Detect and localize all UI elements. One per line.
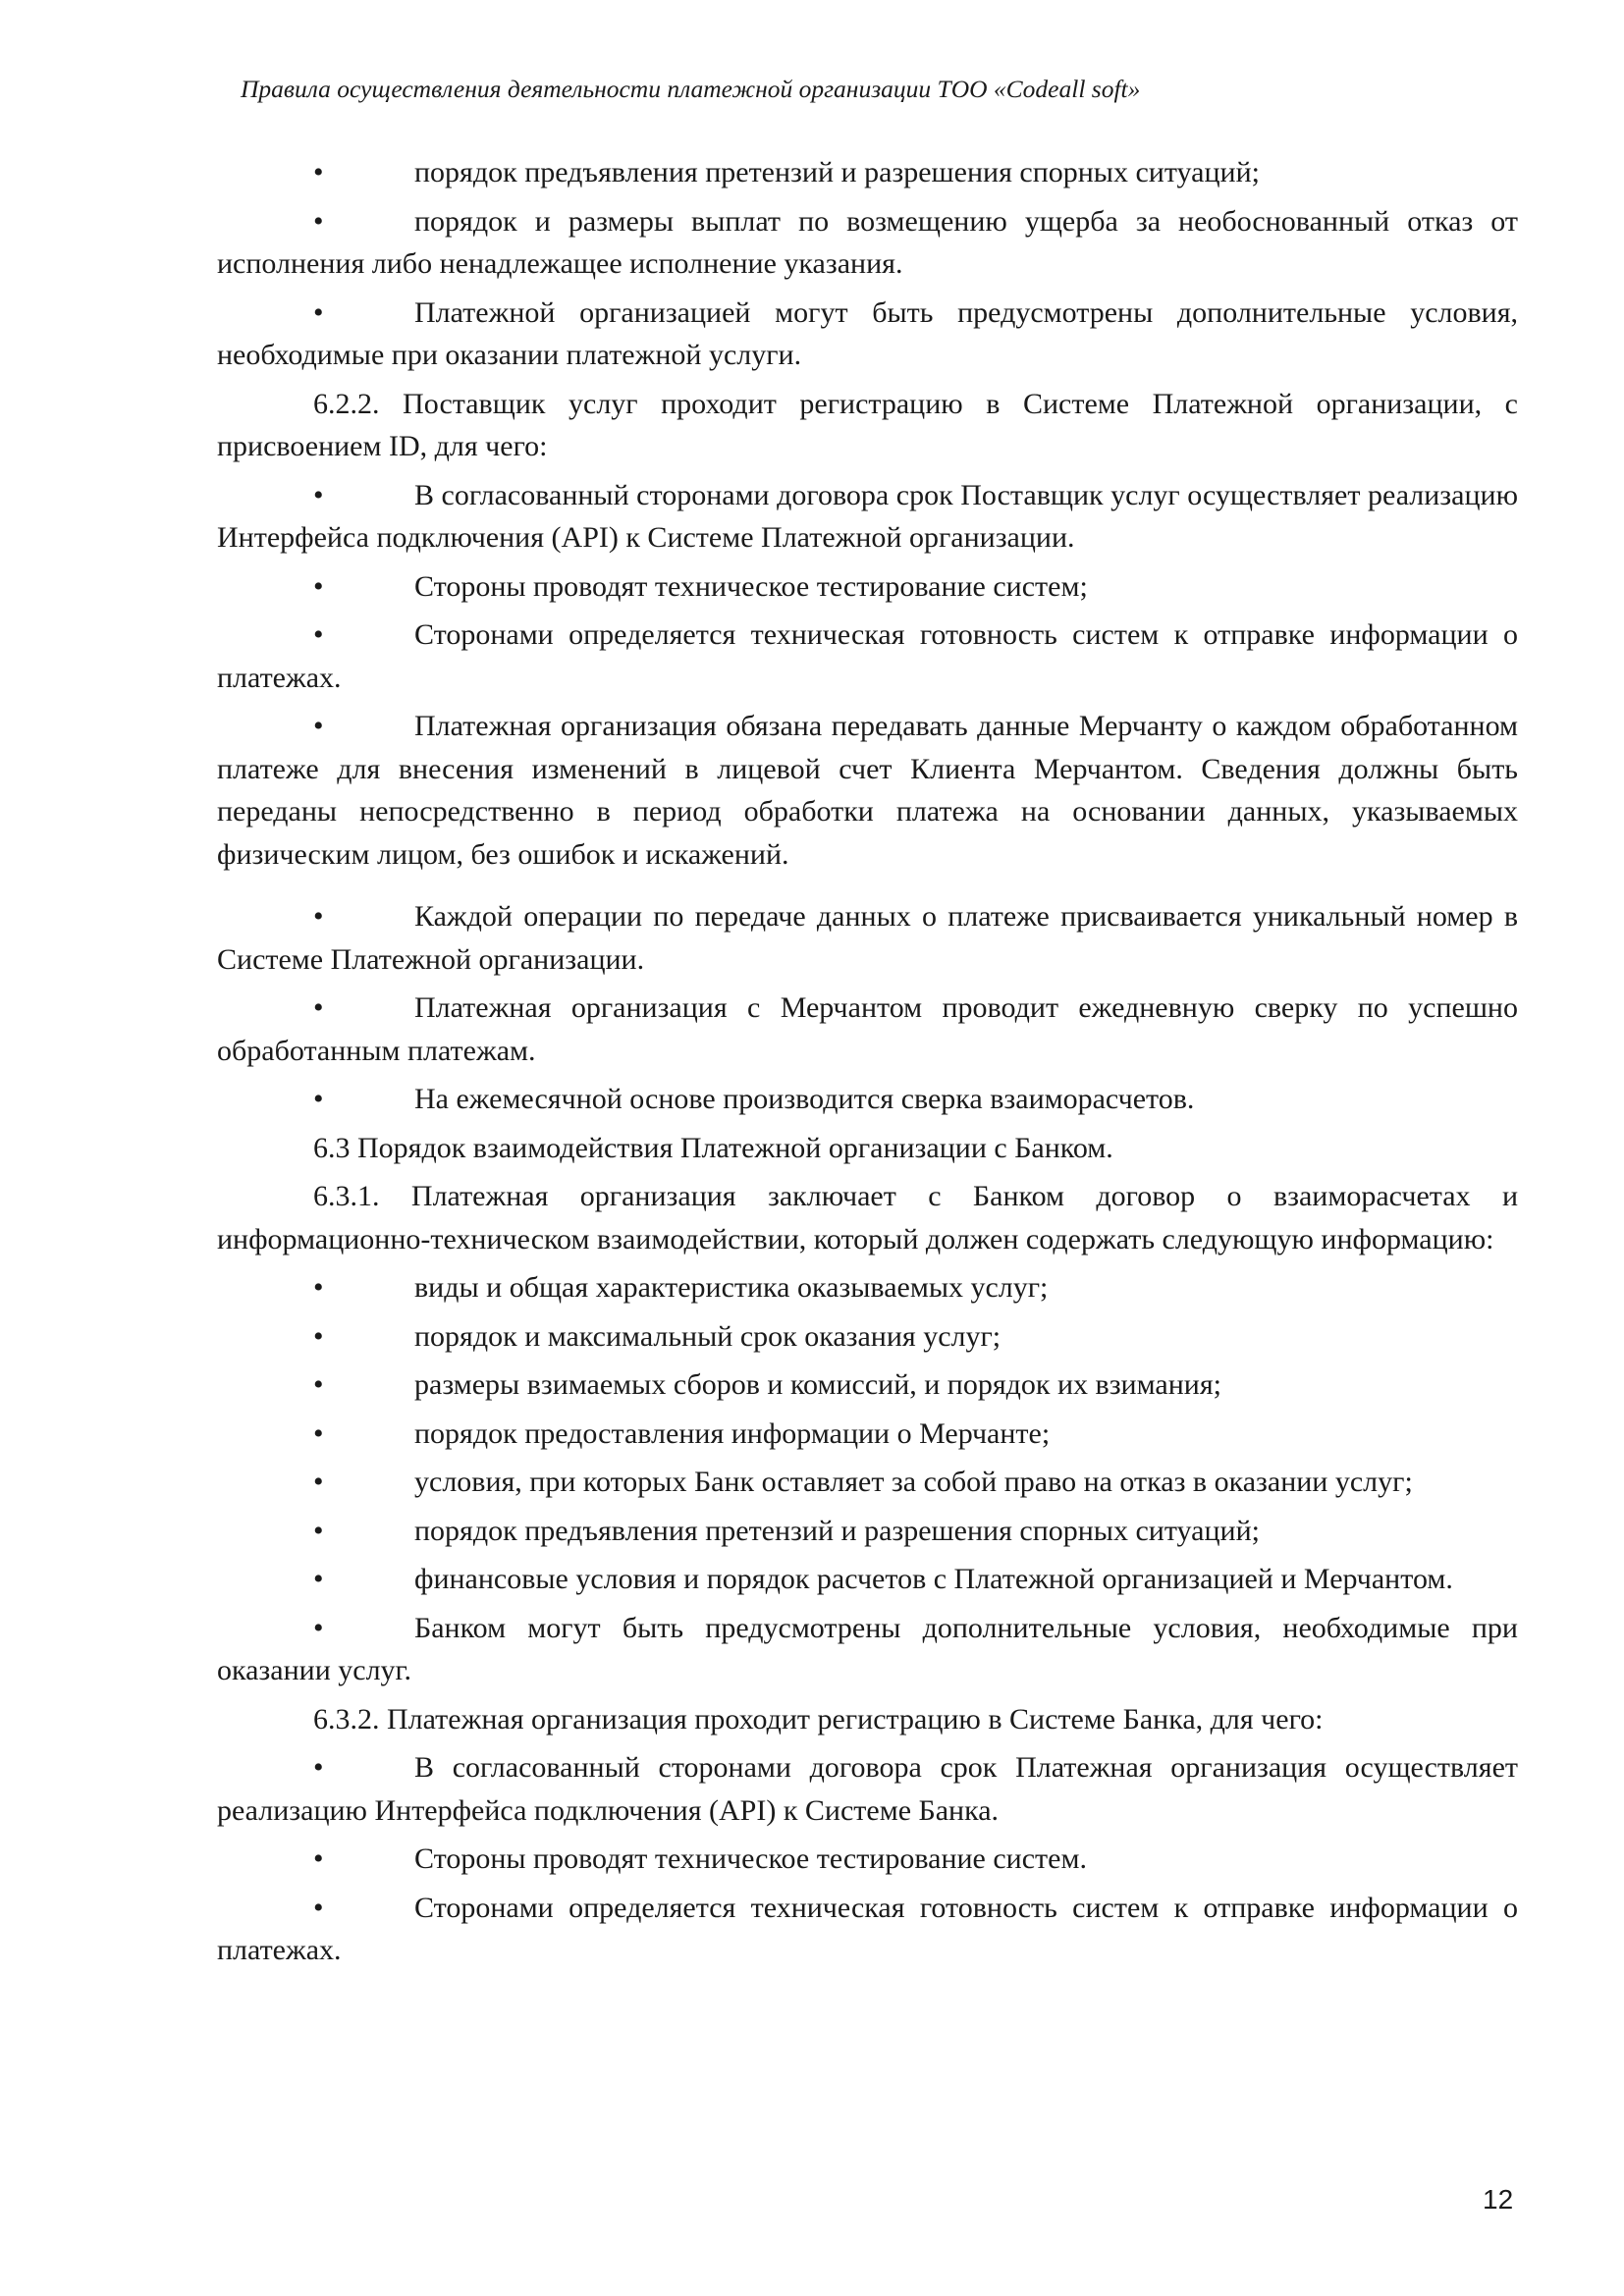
list-item-text: Стороны проводят техническое тестирование систем. <box>414 1842 1087 1875</box>
list-item <box>217 1887 1518 1972</box>
list-item <box>217 292 1518 377</box>
list-item <box>217 151 1518 194</box>
bullet-marker: • <box>313 204 324 238</box>
list-item <box>217 1315 1518 1359</box>
bullet-marker: • <box>313 1319 324 1353</box>
section-paragraph: 6.3.1. Платежная организация заключает с Банком договор о взаиморасчетах и информационно-техническом взаимодействии, который должен содержать следующую информацию: <box>217 1180 1518 1255</box>
list-item <box>217 1461 1518 1504</box>
list-item <box>217 474 1518 560</box>
list-item-text: В согласованный сторонами договора срок Поставщик услуг осуществляет реализацию Интерфейса подключения (API) к Системе Платежной организации. <box>217 478 1518 554</box>
bullet-marker: • <box>313 1368 324 1401</box>
section-paragraph: 6.2.2. Поставщик услуг проходит регистрацию в Системе Платежной организации, с присвоением ID, для чего: <box>217 387 1518 462</box>
list-item-text: условия, при которых Банк оставляет за собой право на отказ в оказании услуг; <box>414 1466 1413 1498</box>
section-heading: 6.3 Порядок взаимодействия Платежной организации с Банком. <box>313 1131 1113 1164</box>
list-item-text: Платежной организацией могут быть предусмотрены дополнительные условия, необходимые при оказании платежной услуги. <box>217 295 1518 371</box>
list-item-text: финансовые условия и порядок расчетов с Платежной организацией и Мерчантом. <box>414 1563 1453 1595</box>
list-item-text: В согласованный сторонами договора срок Платежная организация осуществляет реализацию Интерфейса подключения (API) к Системе Банка. <box>217 1751 1518 1827</box>
bullet-marker: • <box>313 900 324 933</box>
list-item <box>217 1558 1518 1601</box>
list-item <box>217 895 1518 981</box>
list-item <box>217 565 1518 609</box>
list-item-text: Банком могут быть предусмотрены дополнительные условия, необходимые при оказании услуг. <box>217 1611 1518 1686</box>
list-item-text: Платежная организация обязана передавать данные Мерчанту о каждом обработанном платеже для внесения изменений в лицевой счет Клиента Мерчантом. Сведения должны быть переданы непосредственно в период обработки платежа на основании данных, указываемых физическим лицом, без ошибок и искажений. <box>217 710 1518 871</box>
list-item <box>217 987 1518 1072</box>
list-item-text: Каждой операции по передаче данных о платеже присваивается уникальный номер в Системе Платежной организации. <box>217 900 1518 976</box>
list-item-text: порядок и максимальный срок оказания услуг; <box>414 1319 1001 1353</box>
bullet-marker: • <box>313 1751 324 1784</box>
list-item-text: Платежная организация с Мерчантом проводит ежедневную сверку по успешно обработанным платежам. <box>217 991 1518 1067</box>
list-item-text: На ежемесячной основе производится сверка взаиморасчетов. <box>414 1083 1195 1115</box>
list-item-text: Стороны проводят техническое тестирование систем; <box>414 569 1088 603</box>
list-item <box>217 1078 1518 1121</box>
list-item <box>217 1266 1518 1309</box>
list-item <box>217 1413 1518 1456</box>
bullet-marker: • <box>313 710 324 742</box>
bullet-marker: • <box>313 1842 324 1875</box>
bullet-marker: • <box>313 1563 324 1595</box>
list-item <box>217 1510 1518 1553</box>
list-item-text: Сторонами определяется техническая готовность систем к отправке информации о платежах. <box>217 1891 1518 1966</box>
list-item <box>217 614 1518 699</box>
bullet-marker: • <box>313 569 324 603</box>
page-number: 12 <box>1483 2184 1514 2215</box>
bullet-marker: • <box>313 295 324 329</box>
list-item <box>217 705 1518 876</box>
list-item-text: порядок предъявления претензий и разрешения спорных ситуаций; <box>414 1514 1260 1547</box>
bullet-marker: • <box>313 478 324 511</box>
bullet-marker: • <box>313 1083 324 1115</box>
bullet-marker: • <box>313 1271 324 1304</box>
list-item <box>217 1746 1518 1832</box>
bullet-marker: • <box>313 1611 324 1644</box>
bullet-marker: • <box>313 991 324 1024</box>
bullet-marker: • <box>313 1891 324 1924</box>
list-item <box>217 1838 1518 1881</box>
running-header: Правила осуществления деятельности платежной организации ТОО «Codeall soft» <box>241 75 1141 103</box>
list-item <box>217 200 1518 286</box>
document-body <box>217 145 1518 1972</box>
list-item <box>217 1363 1518 1407</box>
list-item-text: виды и общая характеристика оказываемых услуг; <box>414 1271 1049 1304</box>
list-item-text: порядок предоставления информации о Мерчанте; <box>414 1416 1051 1450</box>
list-item-text: размеры взимаемых сборов и комиссий, и порядок их взимания; <box>414 1368 1221 1401</box>
list-item-text: порядок предъявления претензий и разрешения спорных ситуаций; <box>414 156 1260 188</box>
bullet-marker: • <box>313 618 324 651</box>
list-item <box>217 1607 1518 1692</box>
list-item-text: Сторонами определяется техническая готовность систем к отправке информации о платежах. <box>217 618 1518 694</box>
section-paragraph: 6.3.2. Платежная организация проходит регистрацию в Системе Банка, для чего: <box>313 1702 1324 1735</box>
bullet-marker: • <box>313 1416 324 1450</box>
bullet-marker: • <box>313 156 324 188</box>
bullet-marker: • <box>313 1466 324 1498</box>
list-item-text: порядок и размеры выплат по возмещению ущерба за необоснованный отказ от исполнения либо ненадлежащее исполнение указания. <box>217 204 1518 280</box>
bullet-marker: • <box>313 1514 324 1547</box>
